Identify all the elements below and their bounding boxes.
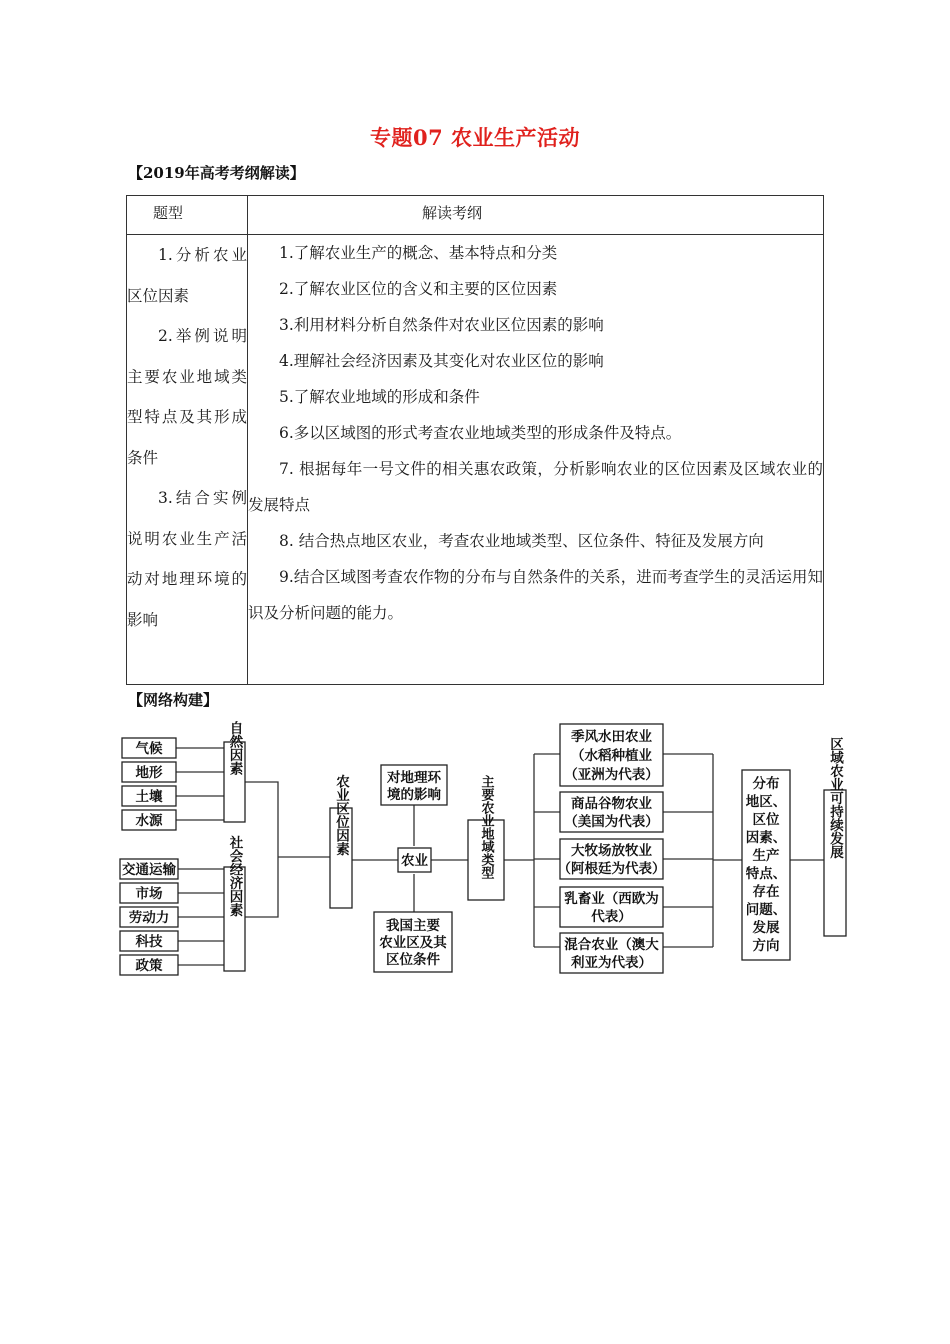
header-cell-type <box>127 196 248 235</box>
outline-item: 5.了解农业地域的形成和条件 <box>279 388 480 406</box>
sustainable-development-box: 区域农业可持续发展 <box>827 737 843 859</box>
section-heading-network: 【网络构建】 <box>128 691 219 709</box>
question-types-cell <box>127 235 248 685</box>
question-type-item: 1.分析农业区位因素 <box>127 246 247 305</box>
factor-water: 水源 <box>135 813 163 829</box>
main-types-box: 主要农业地域类型 <box>478 775 494 879</box>
factor-policy: 政策 <box>135 958 163 974</box>
header-outline-label: 解读考纲 <box>422 204 483 222</box>
analysis-line: 分布 <box>752 776 780 792</box>
analysis-line: 发展 <box>752 920 780 936</box>
analysis-line: 方向 <box>752 938 780 954</box>
analysis-line: 区位 <box>752 812 780 828</box>
impact-line-1: 对地理环 <box>387 770 441 786</box>
china-line-1: 我国主要 <box>386 918 440 934</box>
analysis-line: 特点、 <box>745 866 787 882</box>
table-body-row <box>127 235 824 685</box>
page-title: 专题07 农业生产活动 <box>369 125 581 150</box>
question-type-item: 2.举例说明主要农业地域类型特点及其形成条件 <box>127 327 247 467</box>
factor-climate: 气候 <box>135 741 163 757</box>
ranching-line-2: （阿根廷为代表） <box>557 861 666 877</box>
location-factors-box: 农业区位因素 <box>333 774 349 856</box>
china-line-3: 区位条件 <box>386 952 440 968</box>
factor-technology: 科技 <box>135 934 163 950</box>
monsoon-rice-line-3: （亚洲为代表） <box>564 767 659 783</box>
analysis-line: 生产 <box>752 848 780 864</box>
header-cell-outline <box>248 196 824 235</box>
header-type-label: 题型 <box>153 204 184 222</box>
outline-item: 3.利用材料分析自然条件对农业区位因素的影响 <box>279 316 604 334</box>
monsoon-rice-line-1: 季风水田农业 <box>571 729 652 745</box>
agriculture-center: 农业 <box>401 853 428 869</box>
china-line-2: 农业区及其 <box>379 935 447 951</box>
dairy-line-1: 乳畜业（西欧为 <box>564 891 659 907</box>
question-type-item: 3.结合实例说明农业生产活动对地理环境的影响 <box>127 489 247 629</box>
mixed-farming-line-1: 混合农业（澳大 <box>564 937 659 953</box>
analysis-line: 地区、 <box>745 794 787 810</box>
analysis-line: 因素、 <box>745 830 787 846</box>
dairy-line-2: 代表） <box>591 909 632 925</box>
commercial-grain-line-1: 商品谷物农业 <box>571 796 652 812</box>
monsoon-rice-line-2: （水稻种植业 <box>571 748 652 764</box>
outline-item: 2.了解农业区位的含义和主要的区位因素 <box>279 280 558 298</box>
knowledge-network-diagram <box>118 720 858 982</box>
natural-factors-group: 自然因素 <box>226 721 243 775</box>
outline-item: 1.了解农业生产的概念、基本特点和分类 <box>279 244 558 262</box>
factor-terrain: 地形 <box>135 765 163 781</box>
commercial-grain-line-2: （美国为代表） <box>564 814 659 830</box>
analysis-line: 存在 <box>752 884 780 900</box>
ranching-line-1: 大牧场放牧业 <box>571 843 652 859</box>
factor-market: 市场 <box>135 886 163 902</box>
impact-line-2: 境的影响 <box>387 787 441 803</box>
outline-item: 9.结合区域图考查农作物的分布与自然条件的关系，进而考查学生的灵活运用知识及分析问题的能力。 <box>248 568 823 622</box>
section-heading-outline: 【2019年高考考纲解读】 <box>128 164 305 182</box>
factor-labor: 劳动力 <box>128 910 170 926</box>
outline-item: 4.理解社会经济因素及其变化对农业区位的影响 <box>279 352 604 370</box>
outline-item: 7. 根据每年一号文件的相关惠农政策，分析影响农业的区位因素及区域农业的发展特点 <box>248 460 823 514</box>
factor-transport: 交通运输 <box>122 862 176 878</box>
outline-items-cell <box>248 235 824 685</box>
factor-soil: 土壤 <box>135 789 163 805</box>
social-factors-group: 社会经济因素 <box>226 835 243 917</box>
outline-item: 8. 结合热点地区农业，考查农业地域类型、区位条件、特征及发展方向 <box>279 532 764 550</box>
analysis-line: 问题、 <box>745 902 787 918</box>
table-header-row <box>127 196 824 235</box>
outline-item: 6.多以区域图的形式考查农业地域类型的形成条件及特点。 <box>279 424 682 442</box>
mixed-farming-line-2: 利亚为代表） <box>571 955 652 971</box>
syllabus-table <box>126 195 824 685</box>
